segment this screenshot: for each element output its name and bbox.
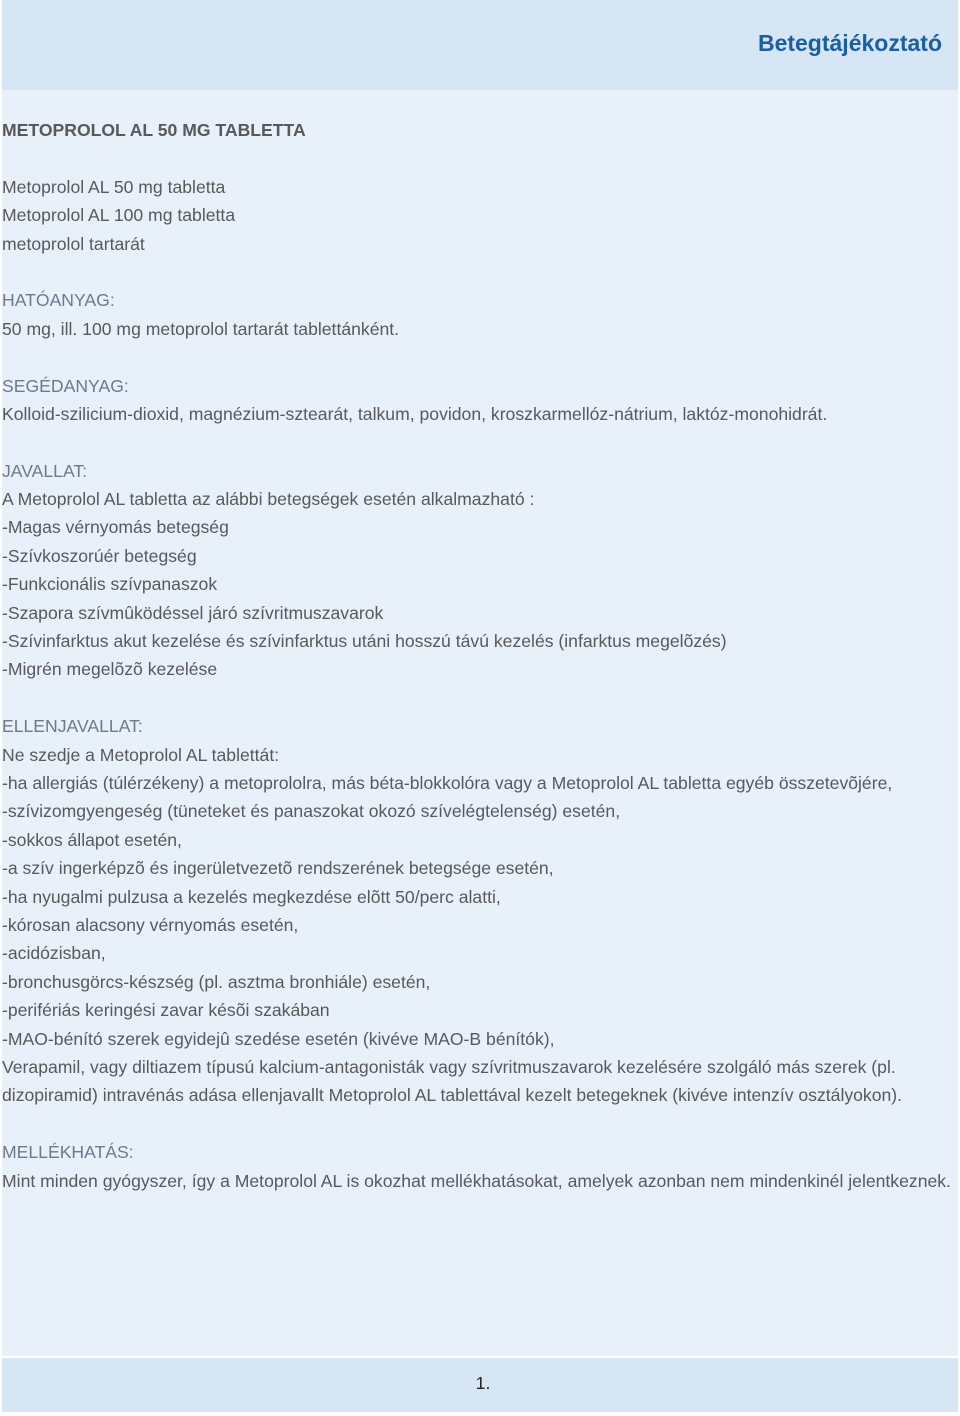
section-note: Verapamil, vagy diltiazem típusú kalcium-antagonisták vagy szívritmuszavarok kezelésére szolgáló más szerek (pl. dizopiramid) intravénás adása ellenjavallt Metoprolol AL tablettával kezelt betegeknek (kivéve intenzív osztályokon). [2,1056,903,1106]
product-name: Metoprolol AL 100 mg tabletta [2,205,236,226]
section-intro: Ne szedje a Metoprolol AL tablettát: [2,744,280,765]
active-ingredient-section [2,286,952,343]
section-heading: MELLÉKHATÁS: [2,1142,134,1163]
indications-section [2,457,952,684]
product-name: metoprolol tartarát [2,233,145,254]
section-text: 50 mg, ill. 100 mg metoprolol tartarát tablettánként. [2,318,400,339]
header-band [2,0,958,90]
document-title: METOPROLOL AL 50 MG TABLETTA [2,120,306,140]
page-number: 1. [475,1373,491,1393]
side-effects-section [2,1138,952,1195]
list-item: -ha nyugalmi pulzusa a kezelés megkezdése elõtt 50/perc alatti, [2,886,501,907]
list-item: -sokkos állapot esetén, [2,829,182,850]
list-item: -bronchusgörcs-készség (pl. asztma bronhiále) esetén, [2,971,431,992]
list-item: -a szív ingerképzõ és ingerületvezetõ rendszerének betegsége esetén, [2,858,554,879]
section-text: Kolloid-szilicium-dioxid, magnézium-sztearát, talkum, povidon, kroszkarmellóz-nátrium, laktóz-monohidrát. [2,403,828,424]
list-item: -Magas vérnyomás betegség [2,517,229,538]
list-item: -kórosan alacsony vérnyomás esetén, [2,914,299,935]
contraindications-section [2,712,952,1110]
list-item: -perifériás keringési zavar késõi szakában [2,1000,330,1021]
excipients-section [2,372,952,429]
list-item: -Migrén megelõzõ kezelése [2,659,218,680]
section-heading: SEGÉDANYAG: [2,375,129,396]
section-heading: ELLENJAVALLAT: [2,716,143,737]
list-item: -Szapora szívmûködéssel járó szívritmuszavarok [2,602,384,623]
section-heading: HATÓANYAG: [2,290,115,311]
product-name: Metoprolol AL 50 mg tabletta [2,176,226,197]
section-heading: JAVALLAT: [2,460,88,481]
list-item: -MAO-bénító szerek egyidejû szedése esetén (kivéve MAO-B bénítók), [2,1028,555,1049]
list-item: -Szívinfarktus akut kezelése és szívinfarktus utáni hosszú távú kezelés (infarktus megelõzés) [2,631,727,652]
section-intro: A Metoprolol AL tabletta az alábbi betegségek esetén alkalmazható : [2,489,535,510]
list-item: -ha allergiás (túlérzékeny) a metoprololra, más béta-blokkolóra vagy a Metoprolol AL tabletta egyéb összetevõjére, [2,772,893,793]
product-names [2,173,952,258]
document-content [2,116,952,1223]
header-title: Betegtájékoztató [757,30,942,56]
list-item: -Funkcionális szívpanaszok [2,574,218,595]
list-item: -acidózisban, [2,943,106,964]
list-item: -Szívkoszorúér betegség [2,545,197,566]
list-item: -szívizomgyengeség (tüneteket és panaszokat okozó szívelégtelenség) esetén, [2,801,621,822]
section-text: Mint minden gyógyszer, így a Metoprolol AL is okozhat mellékhatásokat, amelyek azonban nem mindenkinél jelentkeznek. [2,1170,951,1191]
